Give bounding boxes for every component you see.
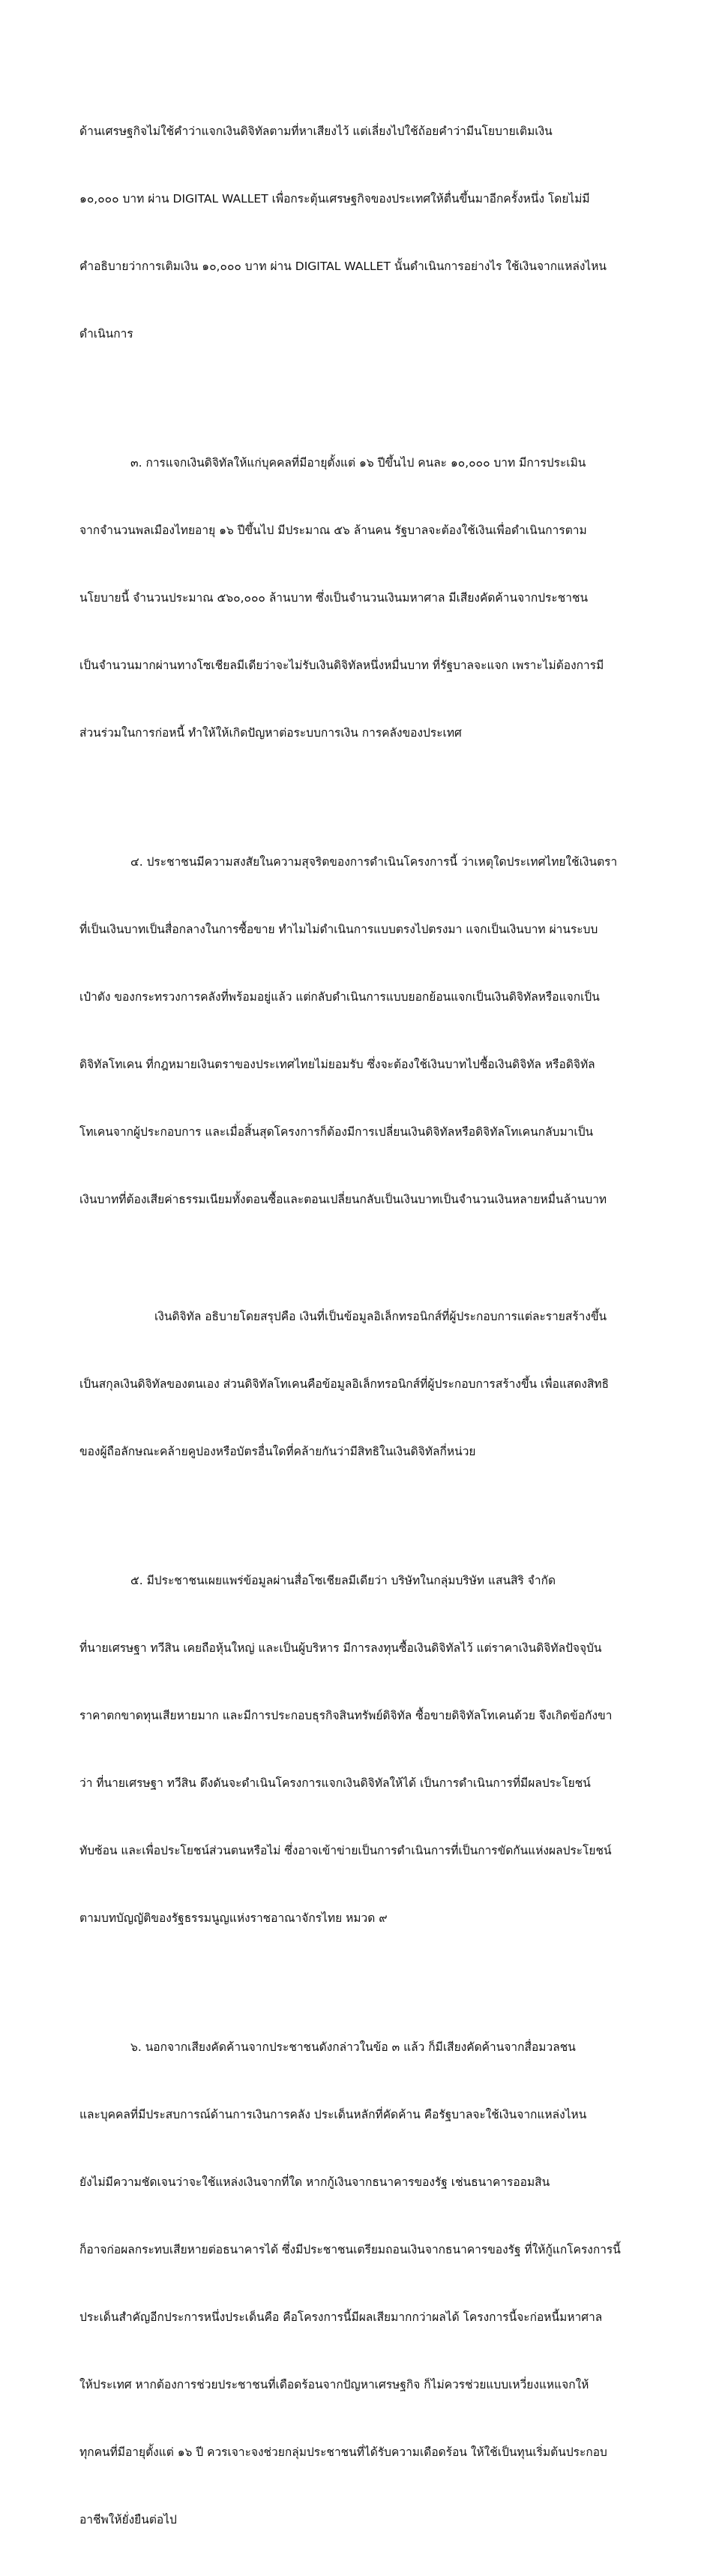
text-line: ตามบทบัญญัติของรัฐธรรมนูญแห่งราชอาณาจักรไทย หมวด ๙ [79,1911,388,1925]
text-line: ด้านเศรษฐกิจไม่ใช้คำว่าแจกเงินดิจิทัลตามที่หาเสียงไว้ แต่เลี่ยงไปใช้ถ้อยคำว่ามีนโยบายเติมเงิน [79,125,553,138]
text-line: จากจำนวนพลเมืองไทยอายุ ๑๖ ปีขึ้นไป มีประมาณ ๕๖ ล้านคน รัฐบาลจะต้องใช้เงินเพื่อดำเนินการตาม [79,524,587,537]
text-line-first: ๔. ประชาชนมีความสงสัยในความสุจริตของการดำเนินโครงการนี้ ว่าเหตุใดประเทศไทยใช้เงินตรา [130,855,618,869]
text-line: ๑๐,๐๐๐ บาท ผ่าน DIGITAL WALLET เพื่อกระตุ้นเศรษฐกิจของประเทศให้ตื่นขึ้นมาอีกครั้งหนึ่ง โดยไม่มี [79,192,590,206]
text-line: โทเคนจากผู้ประกอบการ และเมื่อสิ้นสุดโครงการก็ต้องมีการเปลี่ยนเงินดิจิทัลหรือดิจิทัลโทเคนกลับมาเป็น [79,1125,594,1139]
text-line: เป๋าตัง ของกระทรวงการคลังที่พร้อมอยู่แล้ว แต่กลับดำเนินการแบบยอกย้อนแจกเป็นเงินดิจิทัลหรือแจกเป็น [79,990,600,1004]
text-line: ที่นายเศรษฐา ทวีสิน เคยถือหุ้นใหญ่ และเป็นผู้บริหาร มีการลงทุนซื้อเงินดิจิทัลไว้ แต่ราคาเงินดิจิทัลปัจจุบัน [79,1641,602,1655]
text-line: ที่เป็นเงินบาทเป็นสื่อกลางในการซื้อขาย ทำไมไม่ดำเนินการแบบตรงไปตรงมา แจกเป็นเงินบาท ผ่านระบบ [79,923,598,936]
paragraph-item-4 [79,806,648,1256]
text-line: ว่า ที่นายเศรษฐา ทวีสิน ดึงดันจะดำเนินโครงการแจกเงินดิจิทัลให้ได้ เป็นการดำเนินการที่มีผลประโยชน์ [79,1776,591,1790]
text-line: อาชีพให้ยั่งยืนต่อไป [79,2513,177,2526]
text-line: นโยบายนี้ จำนวนประมาณ ๕๖๐,๐๐๐ ล้านบาท ซึ่งเป็นจำนวนเงินมหาศาล มีเสียงคัดค้านจากประชาชน [79,591,589,605]
text-line: ดำเนินการ [79,327,133,341]
paragraph-item-5 [79,1524,648,1974]
text-line: เป็นจำนวนมากผ่านทางโซเชียลมีเดียว่าจะไม่รับเงินดิจิทัลหนึ่งหมื่นบาท ที่รัฐบาลจะแจก เพราะไม่ต้องการมี [79,659,604,672]
text-line: ยังไม่มีความชัดเจนว่าจะใช้แหล่งเงินจากที่ใด หากกู้เงินจากธนาคารของรัฐ เช่นธนาคารออมสิน [79,2175,550,2189]
text-line-first: ๓. การแจกเงินดิจิทัลให้แก่บุคคลที่มีอายุตั้งแต่ ๑๖ ปีขึ้นไป คนละ ๑๐,๐๐๐ บาท มีการประเมิน [130,456,586,470]
text-line: ก็อาจก่อผลกระทบเสียหายต่อธนาคารได้ ซึ่งมีประชาชนเตรียมถอนเงินจากธนาคารของรัฐ ที่ให้กู้แกโครงการนี้ [79,2243,621,2256]
paragraph-spacer [79,390,648,407]
text-line-first: ๕. มีประชาชนเผยแพร่ข้อมูลผ่านสื่อโซเชียลมีเดียว่า บริษัทในกลุ่มบริษัท แสนสิริ จำกัด [130,1574,556,1587]
text-line: คำอธิบายว่าการเติมเงิน ๑๐,๐๐๐ บาท ผ่าน DIGITAL WALLET นั้นดำเนินการอย่างไร ใช้เงินจากแหล่งไหน [79,260,607,273]
paragraph-spacer [79,1508,648,1524]
text-line: ราคาตกขาดทุนเสียหายมาก และมีการประกอบธุรกิจสินทรัพย์ดิจิทัล ซื้อขายดิจิทัลโทเคนด้วย จึงเกิดข้อกังขา [79,1709,613,1722]
paragraph-intro [79,75,648,390]
text-line: และบุคคลที่มีประสบการณ์ด้านการเงินการคลัง ประเด็นหลักที่คัดค้าน คือรัฐบาลจะใช้เงินจากแหล่งไหน [79,2108,587,2121]
text-line-first: เงินดิจิทัล อธิบายโดยสรุปคือ เงินที่เป็นข้อมูลอิเล็กทรอนิกส์ที่ผู้ประกอบการแต่ละรายสร้างขึ้น [154,1310,607,1323]
paragraph-digital-money-definition [79,1260,648,1508]
text-line: ทับซ้อน และเพื่อประโยชน์ส่วนตนหรือไม่ ซึ่งอาจเข้าข่ายเป็นการดำเนินการที่เป็นการขัดกันแห่งผลประโยชน์ [79,1844,612,1857]
document-page [79,75,648,2576]
text-line-first: ๖. นอกจากเสียงคัดค้านจากประชาชนดังกล่าวในข้อ ๓ แล้ว ก็มีเสียงคัดค้านจากสื่อมวลชน [130,2040,576,2054]
text-line: ประเด็นสำคัญอีกประการหนึ่งประเด็นคือ คือโครงการนี้มีผลเสียมากกว่าผลได้ โครงการนี้จะก่อหนี้มหาศาล [79,2310,603,2324]
paragraph-item-3 [79,407,648,789]
paragraph-spacer [79,789,648,806]
text-line: ดิจิทัลโทเคน ที่กฎหมายเงินตราของประเทศไทยไม่ยอมรับ ซึ่งจะต้องใช้เงินบาทไปซื้อเงินดิจิทัล หรือดิจิทัล [79,1058,595,1071]
text-line: ให้ประเทศ หากต้องการช่วยประชาชนที่เดือดร้อนจากปัญหาเศรษฐกิจ ก็ไม่ควรช่วยแบบเหวี่ยงแหแจกให้ [79,2378,589,2391]
text-line: ส่วนร่วมในการก่อหนี้ ทำให้ให้เกิดปัญหาต่อระบบการเงิน การคลังของประเทศ [79,726,462,740]
text-line: เป็นสกุลเงินดิจิทัลของตนเอง ส่วนดิจิทัลโทเคนคือข้อมูลอิเล็กทรอนิกส์ที่ผู้ประกอบการสร้างขึ้น เพื่อแสดงสิทธิ [79,1377,610,1391]
paragraph-item-6 [79,1991,648,2576]
text-line: ทุกคนที่มีอายุตั้งแต่ ๑๖ ปี ควรเจาะจงช่วยกลุ่มประชาชนที่ได้รับความเดือดร้อน ให้ใช้เป็นทุนเริ่มต้นประกอบ [79,2445,607,2459]
paragraph-spacer [79,1974,648,1991]
text-line: ของผู้ถือลักษณะคล้ายคูปองหรือบัตรอื่นใดที่คล้ายกันว่ามีสิทธิในเงินดิจิทัลกี่หน่วย [79,1445,476,1458]
text-line: เงินบาทที่ต้องเสียค่าธรรมเนียมทั้งตอนซื้อและตอนเปลี่ยนกลับเป็นเงินบาทเป็นจำนวนเงินหลายหมื่นล้านบาท [79,1193,607,1206]
